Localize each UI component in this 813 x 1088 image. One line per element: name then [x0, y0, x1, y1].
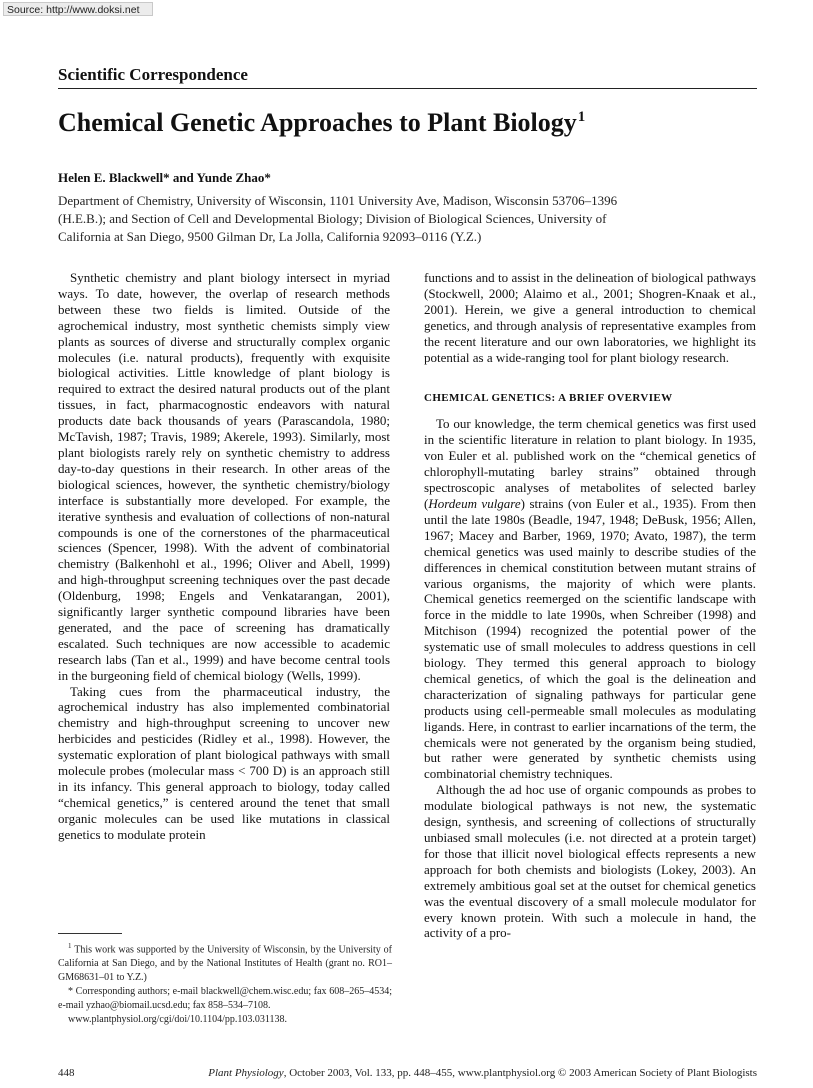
- left-column: [58, 270, 390, 843]
- paragraph: functions and to assist in the delineation of biological pathways (Stockwell, 2000; Alaimo et al., 2001; Shogren-Knaak et al., 2001). Herein, we give a general introduction to chemical genetics, and through analysis of representative examples from the recent literature and our own laboratories, we highlight its potential as a wide-ranging tool for plant biology research.: [424, 270, 756, 365]
- journal-citation: [208, 1067, 757, 1079]
- footnote-rule: [58, 933, 122, 934]
- article-title-text: Chemical Genetic Approaches to Plant Biology: [58, 108, 577, 137]
- right-column: [424, 270, 756, 941]
- section-heading: Scientific Correspondence: [58, 65, 248, 84]
- species-name: Hordeum vulgare: [428, 495, 521, 511]
- section-subheading: CHEMICAL GENETICS: A BRIEF OVERVIEW: [424, 392, 673, 405]
- paragraph: Although the ad hoc use of organic compounds as probes to modulate biological pathways is not new, the systematic design, synthesis, and screening of collections of structurally unbiased small molecules (i.e. not directed at a protein target) for those that illicit novel biological effects represents a new approach for both chemists and biologists (Lokey, 2003). An extremely ambitious goal set at the outset for chemical genetics was the eventual discovery of a small molecule modulator for every known protein. With such a molecule in hand, the activity of a pro-: [424, 782, 756, 941]
- paragraph: [424, 416, 756, 782]
- paragraph: Synthetic chemistry and plant biology intersect in myriad ways. To date, however, the overlap of research methods between these two fields is limited. Outside of the agrochemical industry, most synthetic chemists simply view plants as sources of diverse and structurally complex organic molecules (i.e. natural products), frequently with exquisite biological activities. Little knowledge of plant biology is required to extract the desired natural products out of the plant tissues, in fact, pharmacognostic endeavors with natural products date back thousands of years (Parascandola, 1980; McTavish, 1987; Travis, 1989; Akerele, 1993). Similarly, most plant biologists rarely rely on synthetic chemistry to address day-to-day questions in their research. In other areas of the biological sciences, however, the synthetic chemistry/biology interface is substantially more developed. For example, the iterative synthesis and evaluation of collections of non-natural compounds is one of the cornerstones of the pharmaceutical sciences (Spencer, 1998). With the advent of combinatorial chemistry (Balkenhohl et al., 1996; Oliver and Abell, 1999) and high-throughput screening techniques over the past decade (Oldenburg, 1998; Engels and Venkatarangan, 2001), significantly larger synthetic compound libraries have been generated, and the pace of screening has dramatically escalated. Such techniques are now accessible to academic research labs (Tan et al., 1999) and have become central tools in the burgeoning field of chemical biology (Wells, 1999).: [58, 270, 390, 683]
- authors: Helen E. Blackwell* and Yunde Zhao*: [58, 170, 271, 185]
- source-label: Source: http://www.doksi.net: [3, 2, 153, 16]
- affiliation: Department of Chemistry, University of Wisconsin, 1101 University Ave, Madison, Wisconsin 53706–1396 (H.E.B.); and Section of Cell and Developmental Biology; Division of Biological Sciences, University of California at San Diego, 9500 Gilman Dr, La Jolla, California 92093–0116 (Y.Z.): [58, 193, 618, 244]
- footnote: * Corresponding authors; e-mail blackwell@chem.wisc.edu; fax 608–265–4534; e-mail yzhao@biomail.ucsd.edu; fax 858–534–7108.: [58, 986, 392, 1012]
- doi-link[interactable]: www.plantphysiol.org/cgi/doi/10.1104/pp.103.031138.: [68, 1014, 287, 1026]
- text-run: ) strains (von Euler et al., 1935). From then until the late 1980s (Beadle, 1947, 1948; DeBusk, 1956; Allen, 1967; Macey and Barber, 1969, 1970; Avato, 1987), the term chemical genetics was used mainly to describe studies of the differences in chemical constitution between mutant strains of various organisms, the majority of which were plants. Chemical genetics reemerged on the scientific landscape with force in the middle to late 1990s, when Schreiber (1998) and Mitchison (1994) recognized the potential power of the systematic use of small molecules to address questions in cell biology. They termed this general approach to biology chemical genetics, of which the goal is the delineation and characterization of signaling pathways for particular gene products using cell-permeable small molecules as modulating ligands. Here, in contrast to earlier incarnations of the term, the chemicals were not generated by the organism being studied, but rather were generated by synthetic chemists using combinatorial chemistry techniques.: [424, 495, 756, 782]
- page-number: 448: [58, 1067, 75, 1079]
- citation-text: , October 2003, Vol. 133, pp. 448–455, www.plantphysiol.org © 2003 American Society of Plant Biologists: [283, 1067, 757, 1079]
- article-title: [58, 108, 585, 138]
- text-run: To our knowledge, the term chemical genetics was first used in the scientific literature in relation to plant biology. In 1935, von Euler et al. published work on the “chemical genetics of chlorophyll-mutating barley strains” obtained through spectroscopic analyses of metabolites of selected barley (: [424, 416, 756, 511]
- footnote-mark: 1: [68, 942, 72, 950]
- footnote: [58, 939, 392, 985]
- footnote-text: This work was supported by the University of Wisconsin, by the University of California at San Diego, and by the National Institutes of Health (grant no. RO1–GM68631–01 to Y.Z.): [58, 944, 392, 984]
- paragraph: Taking cues from the pharmaceutical industry, the agrochemical industry has also implemented combinatorial chemistry and high-throughput screening to uncover new herbicides and pesticides (Ridley et al., 1998). However, the systematic exploration of plant biological pathways with small molecule probes (molecular mass < 700 D) is an approach still in its infancy. This general approach to biology, today called “chemical genetics,” is centered around the tenet that small organic molecules can be used like mutations in classical genetics to modulate protein: [58, 683, 390, 842]
- title-footnote-mark: 1: [577, 109, 586, 125]
- footnotes: [58, 939, 392, 1027]
- journal-name: Plant Physiology: [208, 1067, 284, 1079]
- header-rule: [58, 88, 757, 89]
